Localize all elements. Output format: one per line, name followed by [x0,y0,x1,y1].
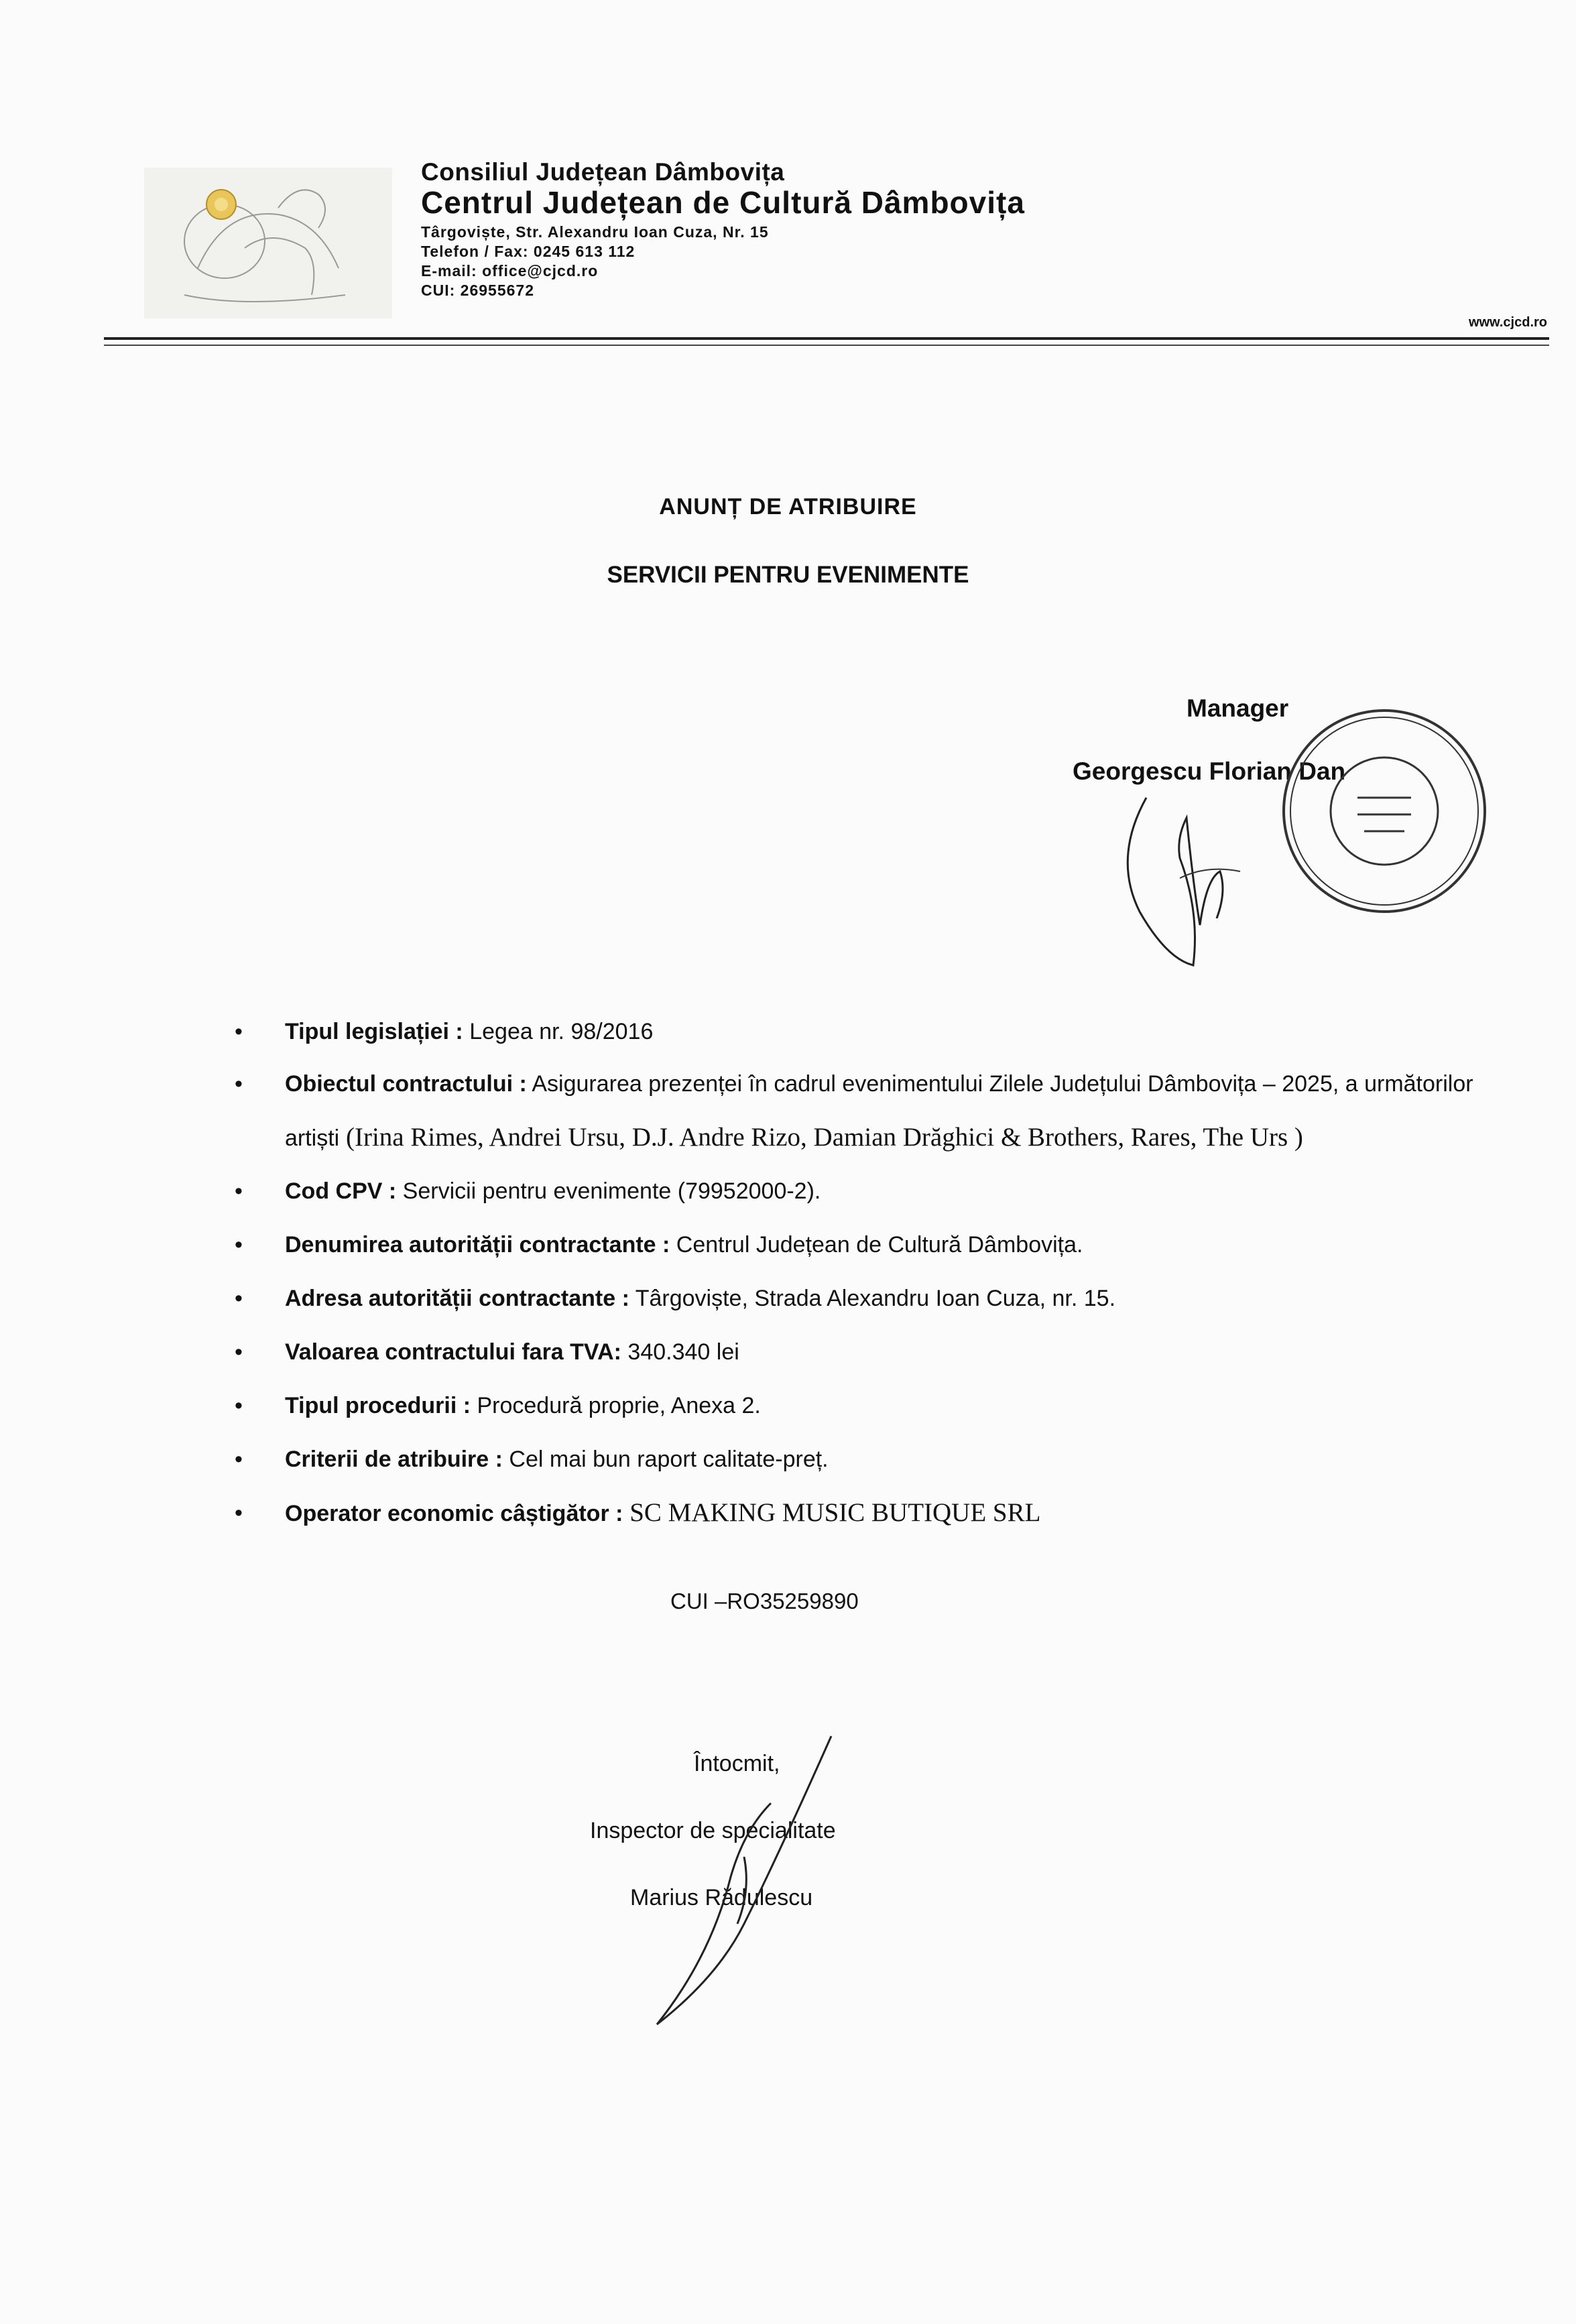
website-link[interactable]: www.cjcd.ro [1468,315,1547,330]
list-item-contract-object [235,1057,1508,1165]
item-value: Cel mai bun raport calitate-preț. [502,1447,829,1472]
list-item-procedure-type [235,1390,1508,1422]
prepared-by-label: Întocmit, [694,1751,780,1776]
header-divider-thin [104,345,1549,346]
bullet-icon: • [235,1339,243,1365]
item-label: Tipul procedurii : [285,1393,471,1418]
bullet-icon: • [235,1286,243,1311]
bullet-icon: • [235,1019,243,1044]
item-value: Legea nr. 98/2016 [463,1019,654,1044]
item-value: Procedură proprie, Anexa 2. [471,1393,761,1418]
item-label: Cod CPV : [285,1178,397,1204]
item-value: Centrul Județean de Cultură Dâmbovița. [670,1232,1083,1258]
bullet-icon: • [235,1500,243,1526]
manager-name: Georgescu Florian Dan [1073,757,1346,785]
bullet-icon: • [235,1447,243,1472]
document-title: ANUNȚ DE ATRIBUIRE [659,494,917,519]
header-divider [104,337,1549,340]
item-value: Asigurarea prezenței în cadrul evenimentului Zilele Județului Dâmbovița – 2025, a următorilor artiști [285,1071,1473,1151]
official-stamp [1270,697,1498,925]
culture-center-name: Centrul Județean de Cultură Dâmbovița [421,185,1025,220]
inspector-signature [644,1723,845,2038]
artists-list: (Irina Rimes, Andrei Ursu, D.J. Andre Rizo, Damian Drăghici & Brothers, Rares, The Urs ) [339,1123,1303,1152]
address-line: Târgoviște, Str. Alexandru Ioan Cuza, Nr. 15 [421,223,769,241]
item-value: 340.340 lei [621,1339,739,1365]
list-item-award-criteria [235,1443,1508,1475]
list-item-contract-value [235,1336,1508,1368]
list-item-authority-address [235,1282,1508,1314]
list-item-winning-operator [235,1497,1508,1530]
bullet-icon: • [235,1393,243,1418]
item-label: Valoarea contractului fara TVA: [285,1339,621,1365]
award-details-list [235,1016,1508,1551]
letterhead [421,160,1025,302]
item-label: Tipul legislației : [285,1019,463,1044]
item-value: Târgoviște, Strada Alexandru Ioan Cuza, nr. 15. [629,1286,1116,1311]
bullet-icon: • [235,1071,243,1097]
inspector-name: Marius Rădulescu [630,1885,813,1910]
bullet-icon: • [235,1232,243,1258]
item-label: Adresa autorității contractante : [285,1286,629,1311]
institution-logo [144,168,392,318]
item-label: Criterii de atribuire : [285,1447,503,1472]
item-label: Operator economic câștigător : [285,1501,623,1526]
inspector-title: Inspector de specialitate [590,1818,836,1843]
cui-line: CUI: 26955672 [421,282,534,299]
bullet-icon: • [235,1178,243,1204]
item-value: SC MAKING MUSIC BUTIQUE SRL [623,1498,1041,1527]
item-label: Obiectul contractului : [285,1071,527,1097]
list-item-authority-name [235,1229,1508,1261]
winner-cui: CUI –RO35259890 [670,1589,859,1613]
manager-role: Manager [1187,694,1289,722]
list-item-legislation [235,1016,1508,1048]
list-item-cpv-code [235,1175,1508,1207]
phone-line: Telefon / Fax: 0245 613 112 [421,243,635,260]
document-subtitle: SERVICII PENTRU EVENIMENTE [607,562,969,588]
email-line: E-mail: office@cjcd.ro [421,262,599,280]
county-council-name: Consiliul Județean Dâmbovița [421,158,785,186]
item-label: Denumirea autorității contractante : [285,1232,670,1258]
item-value: Servicii pentru evenimente (79952000-2). [396,1178,821,1204]
